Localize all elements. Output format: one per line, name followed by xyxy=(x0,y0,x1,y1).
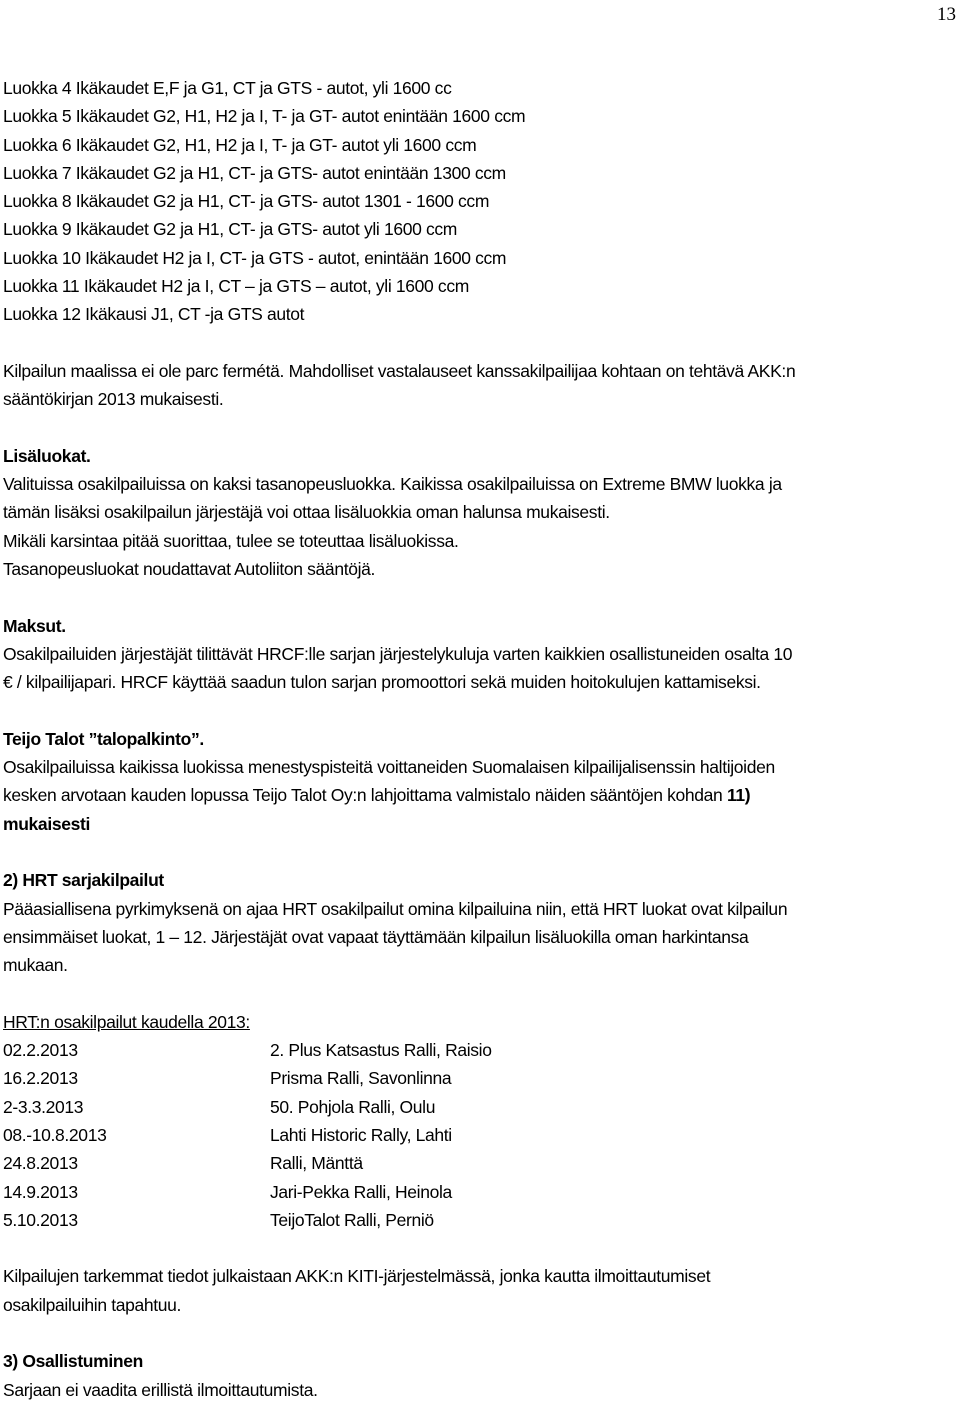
class-list-item: Luokka 7 Ikäkaudet G2 ja H1, CT- ja GTS- autot enintään 1300 ccm xyxy=(3,162,506,183)
class-list-item: Luokka 11 Ikäkaudet H2 ja I, CT – ja GTS – autot, yli 1600 ccm xyxy=(3,276,469,297)
paragraph-line: ensimmäiset luokat, 1 – 12. Järjestäjät ovat vapaat täyttämään kilpailun lisäluokilla oman harkintansa xyxy=(3,926,749,947)
schedule-row xyxy=(3,1121,955,1149)
schedule-row xyxy=(3,1149,955,1177)
class-list-item: Luokka 12 Ikäkausi J1, CT -ja GTS autot xyxy=(3,304,305,325)
section-heading: 3) Osallistuminen xyxy=(3,1351,143,1372)
section-heading: Teijo Talot ”talopalkinto”. xyxy=(3,728,204,749)
paragraph-line: Osakilpailuissa kaikissa luokissa menestyspisteitä voittaneiden Suomalaisen kilpailijalisenssin haltijoiden xyxy=(3,757,775,778)
schedule-event: 2. Plus Katsastus Ralli, Raisio xyxy=(270,1040,492,1061)
paragraph-text: kesken arvotaan kauden lopussa Teijo Talot Oy:n lahjoittama valmistalo näiden sääntöjen kohdan xyxy=(3,785,727,806)
schedule-date: 08.-10.8.2013 xyxy=(3,1124,107,1145)
paragraph-line: Valituissa osakilpailuissa on kaksi tasanopeusluokka. Kaikissa osakilpailuissa on Extreme BMW luokka ja xyxy=(3,474,782,495)
schedule-date: 24.8.2013 xyxy=(3,1153,78,1174)
schedule-section xyxy=(3,1008,955,1234)
schedule-event: Ralli, Mänttä xyxy=(270,1153,363,1174)
paragraph-line: € / kilpailijapari. HRCF käyttää saadun tulon sarjan promoottori sekä muiden hoitokulujen kattamiseksi. xyxy=(3,672,761,693)
schedule-date: 14.9.2013 xyxy=(3,1181,78,1202)
paragraph-line: mukaisesti xyxy=(3,813,90,834)
schedule-event: Prisma Ralli, Savonlinna xyxy=(270,1068,452,1089)
class-list-item: Luokka 6 Ikäkaudet G2, H1, H2 ja I, T- ja GT- autot yli 1600 ccm xyxy=(3,134,477,155)
class-list-item: Luokka 9 Ikäkaudet G2 ja H1, CT- ja GTS- autot yli 1600 ccm xyxy=(3,219,458,240)
class-list-item: Luokka 5 Ikäkaudet G2, H1, H2 ja I, T- ja GT- autot enintään 1600 ccm xyxy=(3,106,526,127)
schedule-heading: HRT:n osakilpailut kaudella 2013: xyxy=(3,1011,250,1032)
schedule-date: 5.10.2013 xyxy=(3,1209,78,1230)
maksut-section xyxy=(3,612,955,697)
paragraph-line: sääntökirjan 2013 mukaisesti. xyxy=(3,389,224,410)
class-list-item: Luokka 8 Ikäkaudet G2 ja H1, CT- ja GTS- autot 1301 - 1600 ccm xyxy=(3,191,490,212)
schedule-date: 16.2.2013 xyxy=(3,1068,78,1089)
schedule-row xyxy=(3,1178,955,1206)
info-paragraph xyxy=(3,1262,955,1319)
paragraph-line: Osakilpailuiden järjestäjät tilittävät HRCF:lle sarjan järjestelykuluja varten kaikkien osallistuneiden osalta 10 xyxy=(3,643,793,664)
schedule-event: 50. Pohjola Ralli, Oulu xyxy=(270,1096,436,1117)
paragraph-line: Sarjaan ei vaadita erillistä ilmoittautumista. xyxy=(3,1379,318,1400)
section-heading: 2) HRT sarjakilpailut xyxy=(3,870,164,891)
schedule-date: 02.2.2013 xyxy=(3,1040,78,1061)
parc-ferme-paragraph xyxy=(3,357,955,414)
paragraph-line: Tasanopeusluokat noudattavat Autoliiton sääntöjä. xyxy=(3,559,376,580)
hrt-section xyxy=(3,866,955,979)
schedule-row xyxy=(3,1036,955,1064)
class-list xyxy=(3,74,955,329)
class-list-item: Luokka 4 Ikäkaudet E,F ja G1, CT ja GTS - autot, yli 1600 cc xyxy=(3,78,452,98)
paragraph-line: Kilpailujen tarkemmat tiedot julkaistaan AKK:n KITI-järjestelmässä, jonka kautta ilmoittautumiset xyxy=(3,1266,711,1287)
section-heading: Maksut. xyxy=(3,615,66,636)
schedule-row xyxy=(3,1064,955,1092)
schedule-event: TeijoTalot Ralli, Perniö xyxy=(270,1209,434,1230)
paragraph-line xyxy=(3,781,955,809)
paragraph-line: mukaan. xyxy=(3,955,68,976)
schedule-row xyxy=(3,1206,955,1234)
paragraph-line: Pääasiallisena pyrkimyksenä on ajaa HRT osakilpailut omina kilpailuina niin, että HRT luokat ovat kilpailun xyxy=(3,898,788,919)
class-list-item: Luokka 10 Ikäkaudet H2 ja I, CT- ja GTS - autot, enintään 1600 ccm xyxy=(3,247,507,268)
schedule-date: 2-3.3.2013 xyxy=(3,1096,84,1117)
section-heading: Lisäluokat. xyxy=(3,445,91,466)
lisaluokat-section xyxy=(3,442,955,583)
osallistuminen-section xyxy=(3,1347,955,1404)
schedule-row xyxy=(3,1093,955,1121)
document-body xyxy=(3,74,955,1404)
rule-reference: 11) xyxy=(726,785,751,806)
schedule-event: Lahti Historic Rally, Lahti xyxy=(270,1124,452,1145)
paragraph-line: osakilpailuihin tapahtuu. xyxy=(3,1294,182,1315)
page-number: 13 xyxy=(937,4,956,25)
teijo-talot-section xyxy=(3,725,955,838)
paragraph-line: Mikäli karsintaa pitää suorittaa, tulee se toteuttaa lisäluokissa. xyxy=(3,530,459,551)
paragraph-line: tämän lisäksi osakilpailun järjestäjä voi ottaa lisäluokkia oman halunsa mukaisesti. xyxy=(3,502,610,523)
schedule-event: Jari-Pekka Ralli, Heinola xyxy=(270,1181,452,1202)
paragraph-line: Kilpailun maalissa ei ole parc fermétä. Mahdolliset vastalauseet kanssakilpailijaa kohtaan on tehtävä AKK:n xyxy=(3,360,796,381)
